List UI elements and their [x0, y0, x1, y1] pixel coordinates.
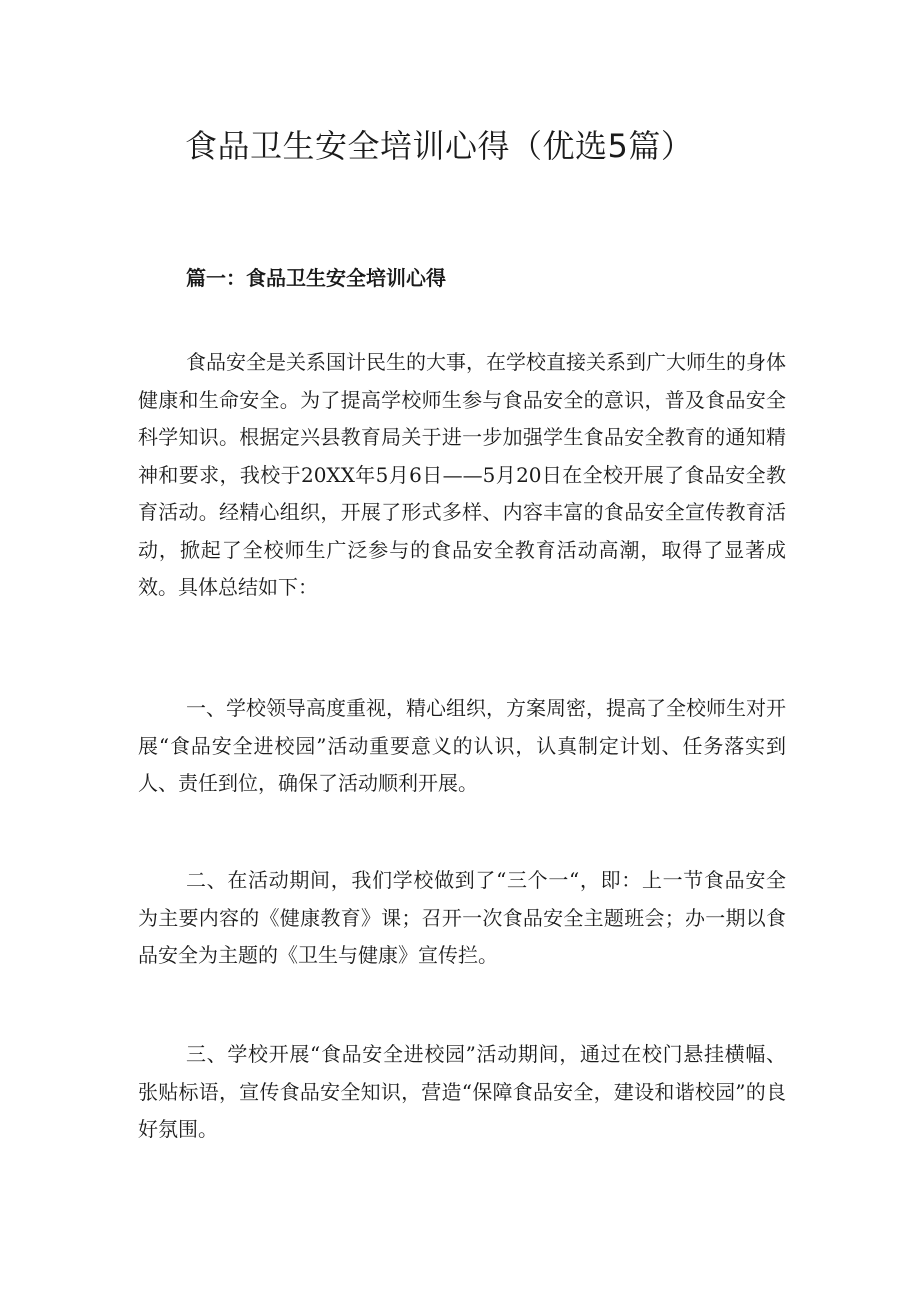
- paragraph-point-three: 三、学校开展“食品安全进校园”活动期间，通过在校门悬挂横幅、张贴标语，宣传食品安全知识，营造“保障食品安全，建设和谐校园”的良好氛围。: [138, 1042, 786, 1141]
- paragraph-intro: 食品安全是关系国计民生的大事，在学校直接关系到广大师生的身体健康和生命安全。为了提高学校师生参与食品安全的意识，普及食品安全科学知识。根据定兴县教育局关于进一步加强学生食品安全教育的通知精神和要求，我校于20XX年5月6日——5月20日在全校开展了食品安全教育活动。经精心组织，开展了形式多样、内容丰富的食品安全宣传教育活动，掀起了全校师生广泛参与的食品安全教育活动高潮，取得了显著成效。具体总结如下：: [138, 350, 786, 599]
- document-title: 食品卫生安全培训心得（优选5篇）: [185, 127, 694, 165]
- paragraph-point-one: 一、学校领导高度重视，精心组织，方案周密，提高了全校师生对开展“食品安全进校园”活动重要意义的认识，认真制定计划、任务落实到人、责任到位，确保了活动顺利开展。: [138, 696, 786, 795]
- section-heading: 篇一：食品卫生安全培训心得: [186, 266, 446, 290]
- paragraph-point-two: 二、在活动期间，我们学校做到了“三个一“，即：上一节食品安全为主要内容的《健康教育》课；召开一次食品安全主题班会；办一期以食品安全为主题的《卫生与健康》宣传拦。: [138, 868, 786, 967]
